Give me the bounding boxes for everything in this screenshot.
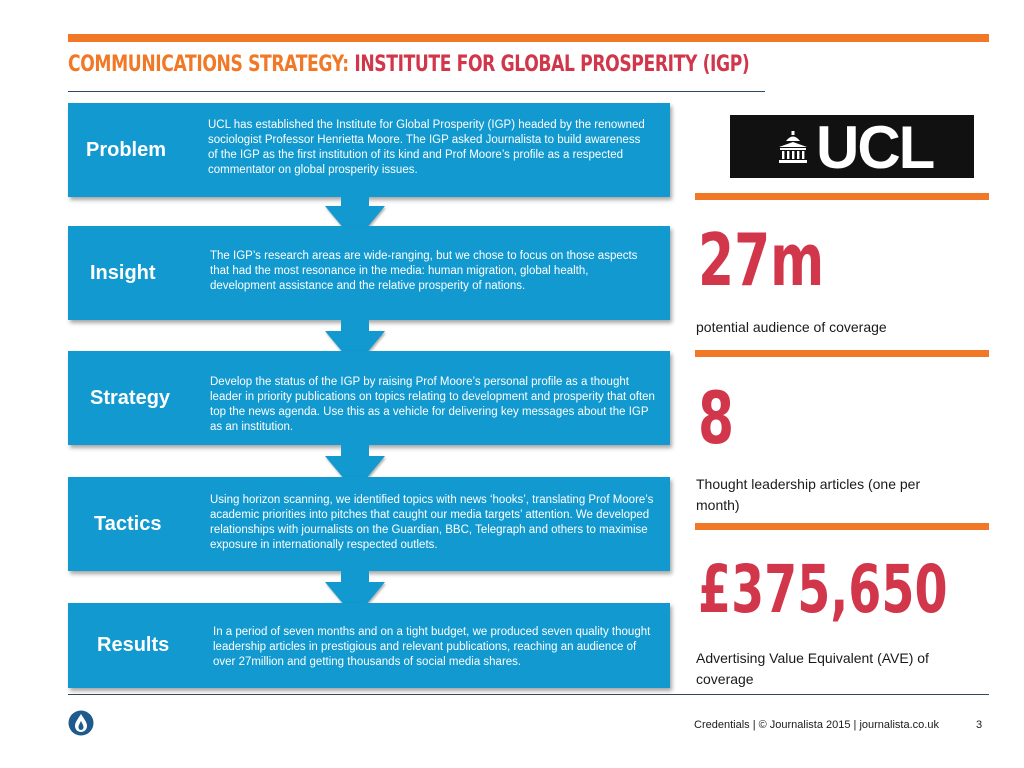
step-results (68, 603, 670, 688)
ucl-logo (730, 114, 974, 181)
step-insight (68, 226, 670, 320)
journalista-flame-icon (68, 710, 94, 736)
stat-articles-value: 8 (698, 376, 735, 460)
step-problem (68, 103, 670, 197)
step-tactics (68, 477, 670, 571)
footer-divider (68, 694, 989, 695)
top-orange-rule (68, 34, 989, 42)
title-divider (68, 91, 765, 92)
stat-ave-desc: Advertising Value Equivalent (AVE) of coverage (696, 650, 929, 687)
stat-articles-desc: Thought leadership articles (one per month) (696, 476, 921, 513)
step-strategy (68, 351, 670, 445)
page-title (68, 52, 749, 77)
step-strategy-text: Develop the status of the IGP by raising Prof Moore’s personal profile as a thought leader in priority publications on topics relating to development and prosperity that often top the news agenda. Use this as a vehicle for delivering key messages about the IGP as an institution. (210, 376, 655, 433)
stat-divider-1 (695, 193, 989, 200)
portico-icon (776, 131, 810, 163)
stat-ave-value: £375,650 (698, 551, 948, 628)
step-strategy-label: Strategy (90, 386, 171, 409)
ucl-wordmark: UCL (816, 114, 934, 181)
step-tactics-text: Using horizon scanning, we identified topics with news ‘hooks’, translating Prof Moore’s academic priorities into pitches that caught our media targets’ attention. We developed relationships with journalists on the Guardian, BBC, Telegraph and others to maximise exposure in internationally respected outlets. (210, 494, 654, 551)
step-results-text: In a period of seven months and on a tight budget, we produced seven quality thought leadership articles in prestigious and relevant publications, reaching an audience of over 27million and getting thousands of social media shares. (213, 626, 651, 668)
stat-audience-desc: potential audience of coverage (696, 319, 887, 335)
footer-credit: Credentials | © Journalista 2015 | journalista.co.uk (694, 719, 939, 731)
step-problem-text: UCL has established the Institute for Global Prosperity (IGP) headed by the renowned sociologist Professor Henrietta Moore. The IGP asked Journalista to build awareness of the IGP as the first institution of its kind and Prof Moore’s profile as a respected commentator on global prosperity issues. (208, 119, 645, 176)
step-results-label: Results (97, 634, 170, 656)
step-problem-label: Problem (86, 138, 167, 161)
step-insight-label: Insight (90, 261, 156, 284)
step-tactics-label: Tactics (94, 512, 162, 535)
stat-divider-3 (695, 523, 989, 530)
step-insight-text: The IGP’s research areas are wide-ranging, but we chose to focus on those aspects that had the most resonance in the media: human migration, global health, development assistance and the relative prosperity of nations. (210, 250, 638, 292)
title-part-2: INSTITUTE FOR GLOBAL PROSPERITY (IGP) (354, 52, 750, 77)
title-part-1: COMMUNICATIONS STRATEGY: (68, 52, 349, 77)
stat-divider-2 (695, 350, 989, 357)
stat-audience-value: 27m (698, 218, 825, 302)
page-number: 3 (976, 719, 983, 731)
